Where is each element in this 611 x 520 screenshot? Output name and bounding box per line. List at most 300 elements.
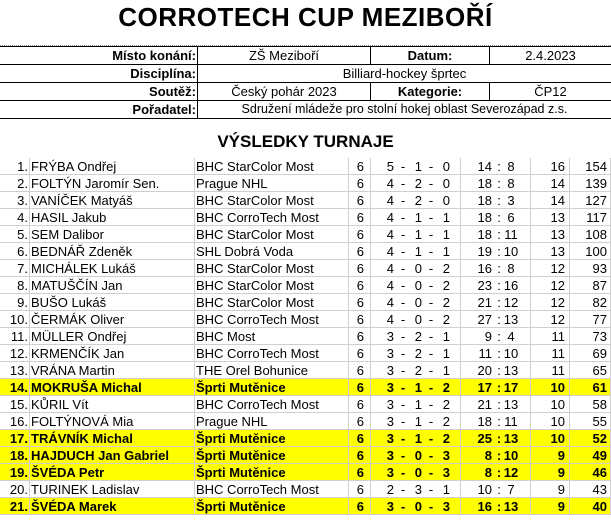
- grid-line: [460, 430, 461, 447]
- cell-l: 2: [442, 278, 450, 293]
- cell-name: SEM Dalibor: [31, 227, 104, 242]
- grid-line: [370, 294, 371, 311]
- grid-line: [460, 243, 461, 260]
- separator: -: [428, 465, 434, 480]
- cell-name: ŠVÉDA Petr: [31, 465, 105, 480]
- cell-w: 4: [386, 227, 394, 242]
- cell-pts: 9: [557, 482, 565, 497]
- cell-rank: 9.: [17, 295, 28, 310]
- cell-g: 6: [356, 397, 364, 412]
- cell-w: 3: [386, 448, 394, 463]
- table-row: [0, 430, 611, 447]
- cell-pts: 12: [550, 261, 565, 276]
- separator: :: [496, 499, 502, 514]
- grid-line: [569, 311, 570, 328]
- organizer-value: Sdružení mládeže pro stolní hokej oblast Severozápad z.s.: [241, 102, 568, 116]
- separator: -: [400, 227, 406, 242]
- separator: -: [428, 380, 434, 395]
- grid-line: [194, 464, 195, 481]
- cell-rank: 11.: [10, 329, 28, 344]
- grid-line: [29, 158, 30, 175]
- separator: -: [428, 414, 434, 429]
- grid-line: [29, 413, 30, 430]
- grid-line: [460, 447, 461, 464]
- grid-line: [29, 498, 30, 515]
- grid-line: [370, 209, 371, 226]
- grid-line: [530, 328, 531, 345]
- table-row: [0, 311, 611, 328]
- grid-line: [569, 362, 570, 379]
- cell-gf: 19: [477, 244, 492, 259]
- cell-ga: 13: [503, 499, 519, 514]
- cell-pts: 14: [550, 176, 565, 191]
- competition-label: Soutěž:: [149, 84, 196, 99]
- cell-w: 4: [386, 278, 394, 293]
- cell-d: 2: [414, 193, 422, 208]
- grid-line: [569, 294, 570, 311]
- grid-line: [194, 447, 195, 464]
- cell-ga: 17: [503, 380, 519, 395]
- grid-line: [530, 209, 531, 226]
- grid-line: [29, 362, 30, 379]
- cell-d: 0: [414, 499, 422, 514]
- cell-score: 61: [592, 380, 607, 395]
- cell-gf: 18: [477, 176, 492, 191]
- cell-club: Šprti Mutěnice: [196, 499, 286, 514]
- cell-d: 1: [414, 380, 422, 395]
- cell-club: SHL Dobrá Voda: [196, 244, 294, 259]
- grid-line: [460, 277, 461, 294]
- grid-line: [370, 277, 371, 294]
- cell-score: 58: [592, 397, 607, 412]
- cell-d: 2: [414, 363, 422, 378]
- cell-ga: 12: [503, 295, 519, 310]
- cell-gf: 8: [484, 465, 492, 480]
- cell-gf: 10: [477, 482, 492, 497]
- grid-line: [530, 464, 531, 481]
- grid-line: [569, 498, 570, 515]
- cell-ga: 8: [507, 159, 515, 174]
- cell-ga: 13: [503, 363, 519, 378]
- separator: :: [497, 261, 501, 276]
- cell-score: 93: [592, 261, 607, 276]
- cell-ga: 11: [504, 227, 518, 242]
- separator: :: [497, 482, 501, 497]
- grid-line: [460, 328, 461, 345]
- cell-g: 6: [356, 278, 364, 293]
- grid-line: [29, 209, 30, 226]
- table-row: [0, 209, 611, 226]
- cell-name: TURINEK Ladislav: [31, 482, 140, 497]
- grid-line: [569, 260, 570, 277]
- cell-g: 6: [356, 176, 364, 191]
- grid-line: [530, 277, 531, 294]
- table-row: [0, 294, 611, 311]
- grid-line: [530, 430, 531, 447]
- cell-club: THE Orel Bohunice: [196, 363, 308, 378]
- grid-line: [194, 362, 195, 379]
- cell-g: 6: [356, 210, 364, 225]
- cell-ga: 10: [503, 448, 519, 463]
- cell-score: 100: [585, 244, 607, 259]
- separator: :: [496, 448, 502, 463]
- grid-line: [370, 396, 371, 413]
- grid-line: [530, 379, 531, 396]
- grid-line: [370, 260, 371, 277]
- separator: -: [428, 312, 434, 327]
- cell-pts: 11: [551, 346, 565, 361]
- category-value: ČP12: [534, 84, 567, 99]
- table-row: [0, 328, 611, 345]
- grid-line: [194, 379, 195, 396]
- cell-gf: 9: [484, 329, 492, 344]
- separator: -: [400, 210, 406, 225]
- separator: -: [400, 159, 406, 174]
- cell-score: 127: [585, 193, 607, 208]
- grid-line: [569, 396, 570, 413]
- cell-pts: 10: [550, 431, 565, 446]
- cell-club: BHC CorroTech Most: [196, 346, 319, 361]
- separator: -: [428, 363, 434, 378]
- cell-rank: 8.: [17, 278, 28, 293]
- cell-club: Prague NHL: [196, 176, 268, 191]
- info-row-organizer: [0, 101, 611, 118]
- cell-gf: 14: [477, 159, 492, 174]
- cell-ga: 11: [504, 414, 518, 429]
- cell-w: 4: [386, 295, 394, 310]
- cell-g: 6: [356, 448, 364, 463]
- cell-w: 3: [386, 431, 394, 446]
- grid-line: [460, 226, 461, 243]
- grid-line: [460, 481, 461, 498]
- cell-d: 1: [414, 244, 422, 259]
- grid-line: [370, 345, 371, 362]
- grid-line: [530, 311, 531, 328]
- cell-g: 6: [356, 329, 364, 344]
- cell-pts: 9: [557, 465, 565, 480]
- cell-d: 1: [414, 397, 422, 412]
- grid-line: [194, 328, 195, 345]
- separator: -: [428, 482, 434, 497]
- cell-l: 0: [442, 159, 450, 174]
- cell-l: 1: [442, 210, 450, 225]
- cell-rank: 18.: [9, 448, 28, 463]
- cell-score: 65: [592, 363, 607, 378]
- table-row: [0, 464, 611, 481]
- grid-line: [29, 447, 30, 464]
- table-row: [0, 379, 611, 396]
- cell-name: VANÍČEK Matyáš: [31, 193, 133, 208]
- separator: :: [497, 312, 501, 327]
- grid-line: [460, 413, 461, 430]
- cell-score: 82: [592, 295, 607, 310]
- cell-score: 49: [592, 448, 607, 463]
- grid-line: [569, 328, 570, 345]
- separator: -: [400, 448, 406, 463]
- cell-name: VRÁNA Martin: [31, 363, 115, 378]
- cell-club: BHC StarColor Most: [196, 227, 314, 242]
- grid-line: [370, 226, 371, 243]
- cell-pts: 11: [551, 329, 565, 344]
- grid-line: [569, 158, 570, 175]
- grid-line: [29, 175, 30, 192]
- cell-rank: 10.: [9, 312, 28, 327]
- cell-gf: 20: [477, 363, 492, 378]
- cell-l: 2: [442, 414, 450, 429]
- separator: -: [428, 397, 434, 412]
- cell-l: 2: [442, 312, 450, 327]
- grid-line: [194, 413, 195, 430]
- cell-ga: 3: [507, 193, 515, 208]
- table-row: [0, 362, 611, 379]
- cell-gf: 21: [477, 397, 492, 412]
- separator: :: [497, 363, 501, 378]
- cell-l: 1: [442, 482, 450, 497]
- separator: -: [428, 193, 434, 208]
- cell-gf: 18: [477, 210, 492, 225]
- separator: -: [428, 278, 434, 293]
- grid-line: [569, 192, 570, 209]
- separator: -: [400, 397, 406, 412]
- cell-rank: 1.: [17, 159, 28, 174]
- cell-pts: 11: [551, 363, 565, 378]
- grid-line: [194, 430, 195, 447]
- cell-g: 6: [356, 261, 364, 276]
- grid-line: [530, 396, 531, 413]
- separator: -: [428, 227, 434, 242]
- separator: -: [400, 329, 406, 344]
- cell-gf: 21: [477, 295, 492, 310]
- cell-club: Šprti Mutěnice: [196, 465, 286, 480]
- cell-gf: 27: [477, 312, 492, 327]
- place-value: ZŠ Meziboří: [248, 48, 320, 63]
- grid-line: [460, 498, 461, 515]
- separator: -: [400, 193, 406, 208]
- cell-name: KŮRIL Vít: [31, 397, 89, 412]
- cell-rank: 14.: [9, 380, 28, 395]
- separator: -: [400, 244, 406, 259]
- cell-rank: 20.: [9, 482, 28, 497]
- cell-name: FOLTÝNOVÁ Mia: [31, 414, 134, 429]
- grid-line: [460, 209, 461, 226]
- separator: -: [428, 261, 434, 276]
- table-row: [0, 396, 611, 413]
- grid-line: [370, 447, 371, 464]
- grid-line: [194, 345, 195, 362]
- cell-l: 0: [442, 193, 450, 208]
- grid-line: [530, 260, 531, 277]
- cell-w: 3: [386, 414, 394, 429]
- results-heading: VÝSLEDKY TURNAJE: [217, 132, 394, 151]
- table-row: [0, 345, 611, 362]
- cell-name: FRÝBA Ondřej: [31, 159, 117, 174]
- grid-line: [29, 243, 30, 260]
- cell-g: 6: [356, 431, 364, 446]
- grid-line: [370, 430, 371, 447]
- cell-rank: 4.: [17, 210, 28, 225]
- grid-line: [29, 379, 30, 396]
- cell-w: 4: [386, 193, 394, 208]
- separator: -: [428, 159, 434, 174]
- table-row: [0, 226, 611, 243]
- cell-club: Šprti Mutěnice: [196, 431, 286, 446]
- cell-ga: 10: [503, 244, 519, 259]
- table-row: [0, 277, 611, 294]
- separator: :: [497, 346, 501, 361]
- grid-line: [194, 396, 195, 413]
- cell-rank: 2.: [17, 176, 28, 191]
- cell-gf: 23: [477, 278, 492, 293]
- cell-gf: 18: [477, 193, 492, 208]
- cell-name: MOKRUŠA Michal: [31, 380, 142, 395]
- separator: :: [496, 431, 502, 446]
- grid-line: [194, 192, 195, 209]
- grid-line: [370, 243, 371, 260]
- cell-ga: 8: [507, 261, 515, 276]
- grid-line: [569, 413, 570, 430]
- cell-gf: 17: [477, 380, 492, 395]
- cell-ga: 12: [503, 465, 519, 480]
- cell-club: BHC Most: [196, 329, 256, 344]
- cell-w: 5: [386, 159, 394, 174]
- cell-l: 1: [442, 329, 450, 344]
- cell-score: 40: [592, 499, 607, 514]
- cell-pts: 12: [550, 312, 565, 327]
- separator: -: [400, 278, 406, 293]
- grid-line: [370, 328, 371, 345]
- separator: :: [497, 210, 501, 225]
- separator: -: [400, 295, 406, 310]
- separator: :: [497, 159, 501, 174]
- cell-pts: 9: [557, 499, 565, 514]
- competition-value: Český pohár 2023: [231, 84, 337, 99]
- separator: :: [497, 295, 501, 310]
- cell-d: 2: [414, 329, 422, 344]
- grid-line: [569, 175, 570, 192]
- cell-g: 6: [356, 295, 364, 310]
- cell-ga: 16: [503, 278, 519, 293]
- cell-l: 1: [442, 346, 450, 361]
- organizer-label: Pořadatel:: [132, 102, 196, 117]
- cell-rank: 19.: [9, 465, 28, 480]
- separator: :: [496, 380, 502, 395]
- grid-line: [569, 447, 570, 464]
- grid-line: [370, 413, 371, 430]
- grid-line: [370, 192, 371, 209]
- grid-line: [460, 192, 461, 209]
- cell-ga: 10: [503, 346, 519, 361]
- grid-line: [194, 158, 195, 175]
- cell-w: 4: [386, 244, 394, 259]
- cell-w: 4: [386, 210, 394, 225]
- cell-d: 1: [414, 431, 422, 446]
- cell-club: BHC StarColor Most: [196, 278, 314, 293]
- cell-score: 108: [585, 227, 607, 242]
- cell-score: 55: [592, 414, 607, 429]
- separator: :: [497, 329, 501, 344]
- separator: -: [400, 499, 406, 514]
- separator: :: [496, 465, 502, 480]
- cell-name: MÜLLER Ondřej: [31, 329, 127, 344]
- cell-g: 6: [356, 312, 364, 327]
- cell-g: 6: [356, 193, 364, 208]
- cell-name: MICHÁLEK Lukáš: [31, 261, 136, 276]
- cell-score: 69: [592, 346, 607, 361]
- grid-line: [530, 413, 531, 430]
- grid-line: [194, 209, 195, 226]
- cell-rank: 15.: [9, 397, 28, 412]
- grid-line: [194, 175, 195, 192]
- cell-club: Šprti Mutěnice: [196, 380, 286, 395]
- cell-rank: 3.: [17, 193, 28, 208]
- cell-d: 0: [414, 448, 422, 463]
- cell-ga: 7: [507, 482, 515, 497]
- cell-w: 3: [386, 397, 394, 412]
- cell-rank: 21.: [9, 499, 28, 514]
- cell-club: Šprti Mutěnice: [196, 448, 286, 463]
- cell-name: BUŠO Lukáš: [31, 295, 107, 310]
- separator: :: [497, 278, 501, 293]
- cell-l: 1: [442, 227, 450, 242]
- cell-club: BHC StarColor Most: [196, 261, 314, 276]
- cell-pts: 16: [550, 159, 565, 174]
- cell-club: BHC CorroTech Most: [196, 210, 319, 225]
- cell-g: 6: [356, 499, 364, 514]
- cell-name: MATUŠČÍN Jan: [31, 278, 123, 293]
- cell-score: 73: [592, 329, 607, 344]
- grid-line: [530, 158, 531, 175]
- table-row: [0, 192, 611, 209]
- cell-name: KRMENČÍK Jan: [31, 346, 125, 361]
- separator: -: [400, 414, 406, 429]
- grid-line: [460, 175, 461, 192]
- separator: :: [497, 244, 501, 259]
- separator: :: [497, 176, 501, 191]
- cell-l: 0: [442, 176, 450, 191]
- grid-line: [194, 311, 195, 328]
- cell-w: 3: [386, 499, 394, 514]
- cell-g: 6: [356, 244, 364, 259]
- grid-line: [460, 294, 461, 311]
- cell-club: Prague NHL: [196, 414, 268, 429]
- cell-l: 3: [442, 465, 450, 480]
- cell-ga: 4: [507, 329, 515, 344]
- cell-pts: 10: [550, 380, 565, 395]
- cell-rank: 12.: [9, 346, 28, 361]
- separator: -: [400, 261, 406, 276]
- cell-name: ŠVÉDA Marek: [31, 499, 117, 514]
- cell-d: 1: [414, 159, 422, 174]
- grid-line: [194, 294, 195, 311]
- separator: :: [497, 193, 501, 208]
- separator: :: [497, 397, 501, 412]
- grid-line: [29, 481, 30, 498]
- date-label: Datum:: [407, 48, 453, 63]
- separator: -: [400, 312, 406, 327]
- cell-ga: 13: [503, 312, 519, 327]
- category-label: Kategorie:: [397, 84, 463, 99]
- cell-pts: 13: [550, 210, 565, 225]
- cell-l: 3: [442, 448, 450, 463]
- cell-d: 1: [414, 414, 422, 429]
- cell-w: 3: [386, 329, 394, 344]
- cell-club: BHC StarColor Most: [196, 193, 314, 208]
- grid-line: [370, 362, 371, 379]
- cell-pts: 9: [557, 448, 565, 463]
- discipline-value: Billiard-hockey šprtec: [342, 66, 467, 81]
- grid-line: [29, 328, 30, 345]
- cell-pts: 13: [550, 244, 565, 259]
